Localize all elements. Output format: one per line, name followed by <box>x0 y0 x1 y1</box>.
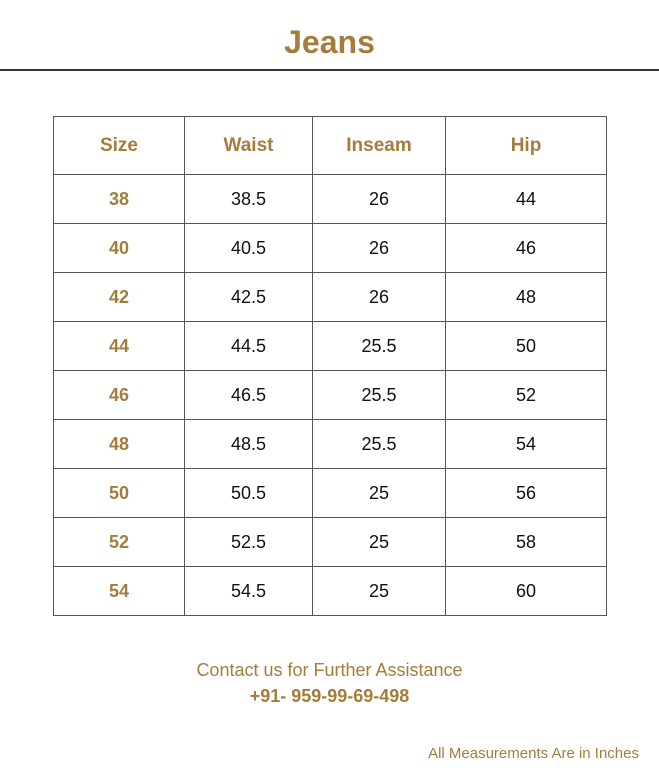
hip-cell: 48 <box>446 273 607 322</box>
header-inseam: Inseam <box>313 117 446 175</box>
table-row <box>54 175 607 224</box>
header-size: Size <box>54 117 185 175</box>
hip-cell: 46 <box>446 224 607 273</box>
measurement-note: All Measurements Are in Inches <box>428 745 639 762</box>
table-row <box>54 224 607 273</box>
waist-cell: 46.5 <box>185 371 313 420</box>
phone-number[interactable]: +91- 959-99-69-498 <box>249 686 410 706</box>
inseam-cell: 25 <box>313 567 446 616</box>
size-cell: 50 <box>54 469 185 518</box>
table-row <box>54 469 607 518</box>
hip-cell: 44 <box>446 175 607 224</box>
hip-cell: 60 <box>446 567 607 616</box>
hip-cell: 56 <box>446 469 607 518</box>
waist-cell: 44.5 <box>185 322 313 371</box>
inseam-cell: 25 <box>313 469 446 518</box>
waist-cell: 52.5 <box>185 518 313 567</box>
hip-cell: 54 <box>446 420 607 469</box>
table-row <box>54 322 607 371</box>
waist-cell: 50.5 <box>185 469 313 518</box>
table-row <box>54 371 607 420</box>
waist-cell: 40.5 <box>185 224 313 273</box>
inseam-cell: 26 <box>313 273 446 322</box>
title-divider <box>0 69 659 71</box>
waist-cell: 48.5 <box>185 420 313 469</box>
hip-cell: 50 <box>446 322 607 371</box>
hip-cell: 52 <box>446 371 607 420</box>
inseam-cell: 25.5 <box>313 371 446 420</box>
waist-cell: 42.5 <box>185 273 313 322</box>
table-header-row <box>54 117 607 175</box>
waist-cell: 54.5 <box>185 567 313 616</box>
size-cell: 38 <box>54 175 185 224</box>
size-cell: 46 <box>54 371 185 420</box>
table-row <box>54 273 607 322</box>
page-title: Jeans <box>284 24 375 60</box>
size-cell: 52 <box>54 518 185 567</box>
header-waist: Waist <box>185 117 313 175</box>
waist-cell: 38.5 <box>185 175 313 224</box>
size-chart-table <box>53 116 607 616</box>
size-cell: 48 <box>54 420 185 469</box>
contact-text: Contact us for Further Assistance <box>196 660 463 680</box>
hip-cell: 58 <box>446 518 607 567</box>
size-cell: 44 <box>54 322 185 371</box>
inseam-cell: 25.5 <box>313 322 446 371</box>
inseam-cell: 25.5 <box>313 420 446 469</box>
inseam-cell: 26 <box>313 224 446 273</box>
inseam-cell: 25 <box>313 518 446 567</box>
table-row <box>54 567 607 616</box>
header-hip: Hip <box>446 117 607 175</box>
table-row <box>54 420 607 469</box>
table-row <box>54 518 607 567</box>
inseam-cell: 26 <box>313 175 446 224</box>
size-cell: 42 <box>54 273 185 322</box>
size-cell: 54 <box>54 567 185 616</box>
size-cell: 40 <box>54 224 185 273</box>
